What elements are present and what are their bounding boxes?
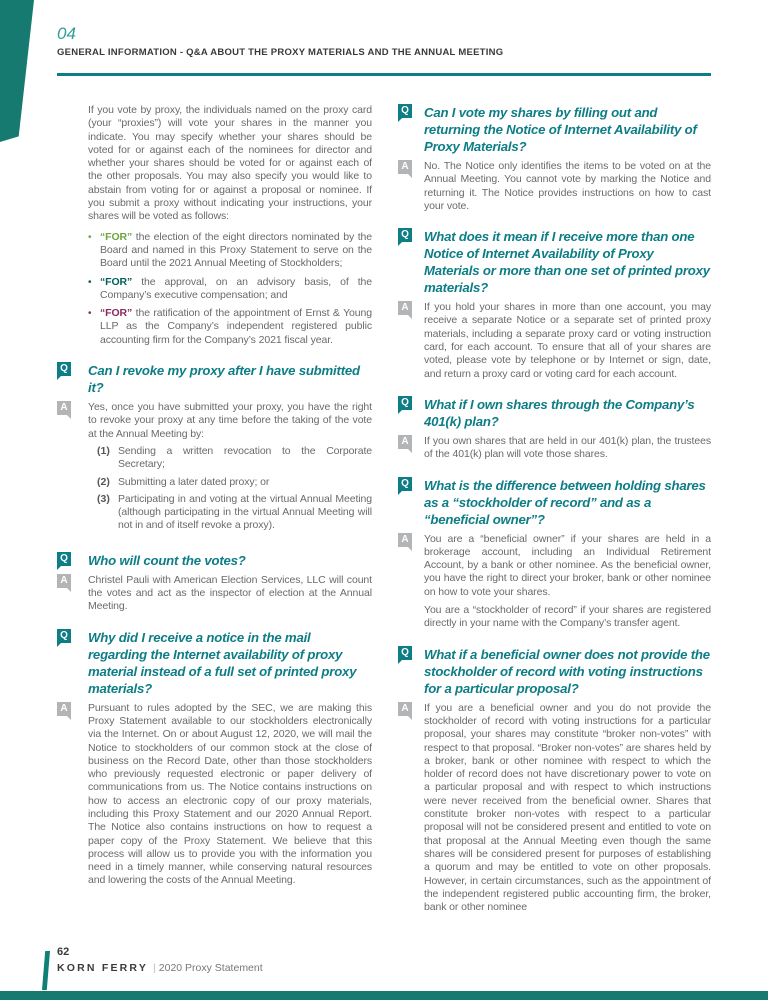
separator: | (153, 962, 156, 974)
question-badge: Q (57, 362, 71, 376)
question-text: Can I vote my shares by filling out and returning the Notice of Internet Availability of Proxy Materials? (424, 105, 697, 154)
left-column (57, 104, 372, 888)
answer-badge: A (398, 301, 412, 315)
answer-text: No. The Notice only identifies the items to be voted on at the Annual Meeting. You cannot vote by marking the Notice and returning it. The Notice provides instructions on how to cast your vote. (424, 160, 711, 212)
answer-text: Pursuant to rules adopted by the SEC, we are making this Proxy Statement available to our stockholders electronically via the Internet. On or about August 12, 2020, we will mail the Notice to stockholders of our common stock at the close of business on the Record Date, other than those stockholders who previously requested electronic or paper delivery of communications from us. The Notice contains instructions on how to access an electronic copy of our proxy materials, including this Proxy Statement and our 2020 Annual Report. The Notice also contains instructions on how to request a paper copy of the Proxy Statement. We believe that this process will allow us to provide you with the information you need in a timely manner, while conserving natural resources and lowering the costs of the Annual Meeting. (88, 701, 372, 887)
question-badge: Q (398, 646, 412, 660)
header-rule (57, 73, 711, 76)
question-text: What if a beneficial owner does not provide the stockholder of record with voting instructions for a particular proposal? (424, 646, 710, 696)
section-title: GENERAL INFORMATION - Q&A ABOUT THE PROXY MATERIALS AND THE ANNUAL MEETING (57, 47, 504, 58)
bullet-text: the approval, on an advisory basis, of the Company’s executive compensation; and (100, 275, 372, 301)
answer-badge: A (57, 401, 71, 415)
brand-name: KORN FERRY (57, 962, 149, 974)
answer-badge: A (57, 574, 71, 588)
for-lead: “FOR” (100, 307, 133, 320)
question-text: Can I revoke my proxy after I have submitted it? (88, 363, 360, 396)
answer-badge: A (398, 702, 412, 716)
bullet-text: the election of the eight directors nominated by the Board and named in this Proxy Statement to serve on the Board until the 2021 Annual Meeting of Stockholders; (100, 230, 372, 270)
question-text: Why did I receive a notice in the mail regarding the Internet availability of proxy material instead of a full set of printed proxy materials? (88, 629, 357, 696)
right-column (398, 104, 711, 914)
qa-notice-in-mail (57, 629, 372, 888)
for-lead: “FOR” (100, 230, 133, 243)
qa-broker-non-votes (398, 646, 711, 915)
item-number: (1) (97, 444, 110, 457)
answer-badge: A (398, 160, 412, 174)
answer-badge: A (398, 435, 412, 449)
qa-revoke-proxy (57, 362, 372, 537)
footer-accent-bar (42, 951, 50, 990)
bullet-icon: • (88, 231, 92, 243)
footer-brand-line (57, 962, 263, 974)
corner-wedge-decoration (0, 0, 34, 142)
item-number: (2) (97, 475, 110, 488)
question-badge: Q (57, 629, 71, 643)
list-item (88, 231, 372, 271)
question-text: What if I own shares through the Company’s 401(k) plan? (424, 396, 695, 429)
document-title: 2020 Proxy Statement (158, 962, 263, 974)
section-number: 04 (57, 24, 76, 43)
vote-default-bullet-list (88, 231, 372, 347)
qa-count-votes (57, 552, 372, 614)
bottom-band-decoration (0, 991, 768, 1000)
list-item (97, 476, 372, 489)
question-badge: Q (398, 228, 412, 242)
page-number: 62 (57, 946, 70, 958)
list-item (88, 307, 372, 347)
question-badge: Q (398, 104, 412, 118)
answer-text: Yes, once you have submitted your proxy, you have the right to revoke your proxy at any time before the taking of the vote at the Annual Meeting by: (88, 401, 372, 440)
answer-badge: A (398, 533, 412, 547)
list-item (97, 445, 372, 472)
question-badge: Q (398, 396, 412, 410)
question-text: Who will count the votes? (88, 552, 246, 568)
qa-record-vs-beneficial (398, 477, 711, 631)
bullet-icon: • (88, 308, 92, 320)
answer-text: You are a “beneficial owner” if your shares are held in a brokerage account, including an Individual Retirement Account, by a bank or other nominee. As the beneficial owner, you have the right to direct your broker, bank or other nominee on how to vote your shares. (424, 532, 711, 598)
qa-multiple-notices (398, 228, 711, 381)
answer-badge: A (57, 702, 71, 716)
item-number: (3) (97, 492, 110, 505)
list-item (88, 276, 372, 303)
item-text: Participating in and voting at the virtual Annual Meeting (although participating in the virtual Annual Meeting will not in and of itself revoke a proxy). (118, 492, 372, 532)
question-badge: Q (57, 552, 71, 566)
answer-text: You are a “stockholder of record” if your shares are registered directly in your name with the Company’s transfer agent. (424, 604, 711, 630)
numbered-list (97, 445, 372, 533)
question-text: What is the difference between holding shares as a “stockholder of record” and as a “beneficial owner”? (424, 477, 706, 527)
question-text: What does it mean if I receive more than one Notice of Internet Availability of Proxy Materials or more than one set of printed proxy materials? (424, 229, 710, 296)
bullet-text: the ratification of the appointment of Ernst & Young LLP as the Company’s independent registered public accounting firm for the Company’s 2021 fiscal year. (100, 307, 372, 346)
answer-text: Christel Pauli with American Election Services, LLC will count the votes and act as the inspector of election at the Annual Meeting. (88, 573, 372, 613)
item-text: Submitting a later dated proxy; or (118, 475, 270, 488)
answer-text: If you hold your shares in more than one account, you may receive a separate Notice or a separate set of printed proxy materials, including a separate proxy card or voting instruction card, for each account. To ensure that all of your shares are voted, please vote by telephone or by Internet or sign, date, and return a proxy card or voting card for each account. (424, 301, 711, 380)
list-item (97, 493, 372, 533)
question-badge: Q (398, 477, 412, 491)
intro-paragraph: If you vote by proxy, the individuals named on the proxy card (your “proxies”) will vote your shares in the manner you indicate. You may specify whether your shares should be voted for or against each of the nominees for director and whether your shares should be voted for or against each of the other proposals. You may also specify you would like to abstain from voting for or against a proposal or nominee. If you submit a proxy without indicating your instructions, your shares will be voted as follows: (88, 104, 372, 223)
qa-401k-plan (398, 396, 711, 462)
bullet-icon: • (88, 276, 92, 288)
answer-text: If you are a beneficial owner and you do not provide the stockholder of record with voting instructions for a particular proposal, your shares may constitute “broker non-votes” with respect to that proposal. “Broker non-votes” are shares held by a broker, bank or other nominee with respect to which the holder of record does not have discretionary power to vote on a particular proposal and with respect to which instructions were never received from the beneficial owner. Shares that constitute broker non-votes with respect to a particular proposal will not be considered present and entitled to vote on that proposal at the Annual Meeting even though the same shares will be considered present for purposes of establishing a quorum and may be entitled to vote on other proposals. However, in certain circumstances, such as the appointment of the independent registered public accounting firm, the broker, bank or other nominee (424, 701, 711, 914)
item-text: Sending a written revocation to the Corporate Secretary; (118, 444, 372, 471)
answer-text: If you own shares that are held in our 401(k) plan, the trustees of the 401(k) plan will vote those shares. (424, 434, 711, 461)
for-lead: “FOR” (100, 275, 133, 288)
qa-vote-by-notice (398, 104, 711, 213)
